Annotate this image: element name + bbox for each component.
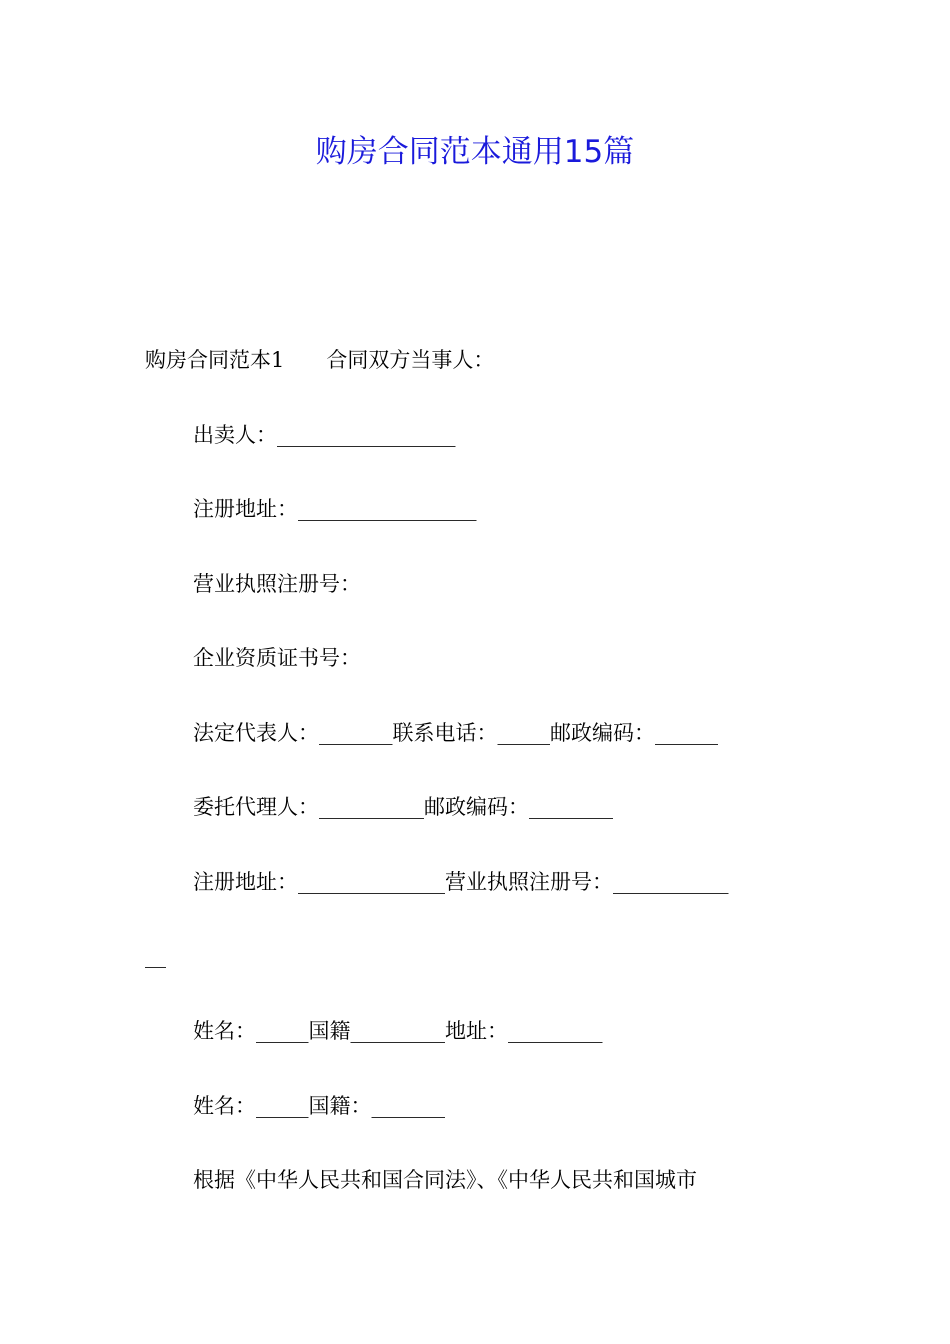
legal-representative-line: 法定代表人：_______联系电话：_____邮政编码：______ <box>193 721 718 745</box>
registered-address-line: 注册地址：_________________ <box>193 497 477 521</box>
qualification-certificate-line: 企业资质证书号： <box>193 646 361 670</box>
document-title: 购房合同范本通用15篇 <box>315 134 635 170</box>
buyer-name-nationality-line: 姓名：_____国籍：_______ <box>193 1094 445 1118</box>
registered-address-license-line: 注册地址：______________营业执照注册号：___________ <box>193 870 729 894</box>
wrapped-underline: __ <box>145 944 166 968</box>
business-license-number-line: 营业执照注册号： <box>193 572 361 596</box>
authorized-agent-line: 委托代理人：__________邮政编码：________ <box>193 795 613 819</box>
seller-line: 出卖人：_________________ <box>193 423 456 447</box>
buyer-name-nationality-address-line: 姓名：_____国籍_________地址：_________ <box>193 1019 603 1043</box>
section-heading-contract-1: 购房合同范本1 合同双方当事人： <box>145 348 495 372</box>
legal-basis-paragraph: 根据《中华人民共和国合同法》、《中华人民共和国城市 <box>193 1168 697 1192</box>
